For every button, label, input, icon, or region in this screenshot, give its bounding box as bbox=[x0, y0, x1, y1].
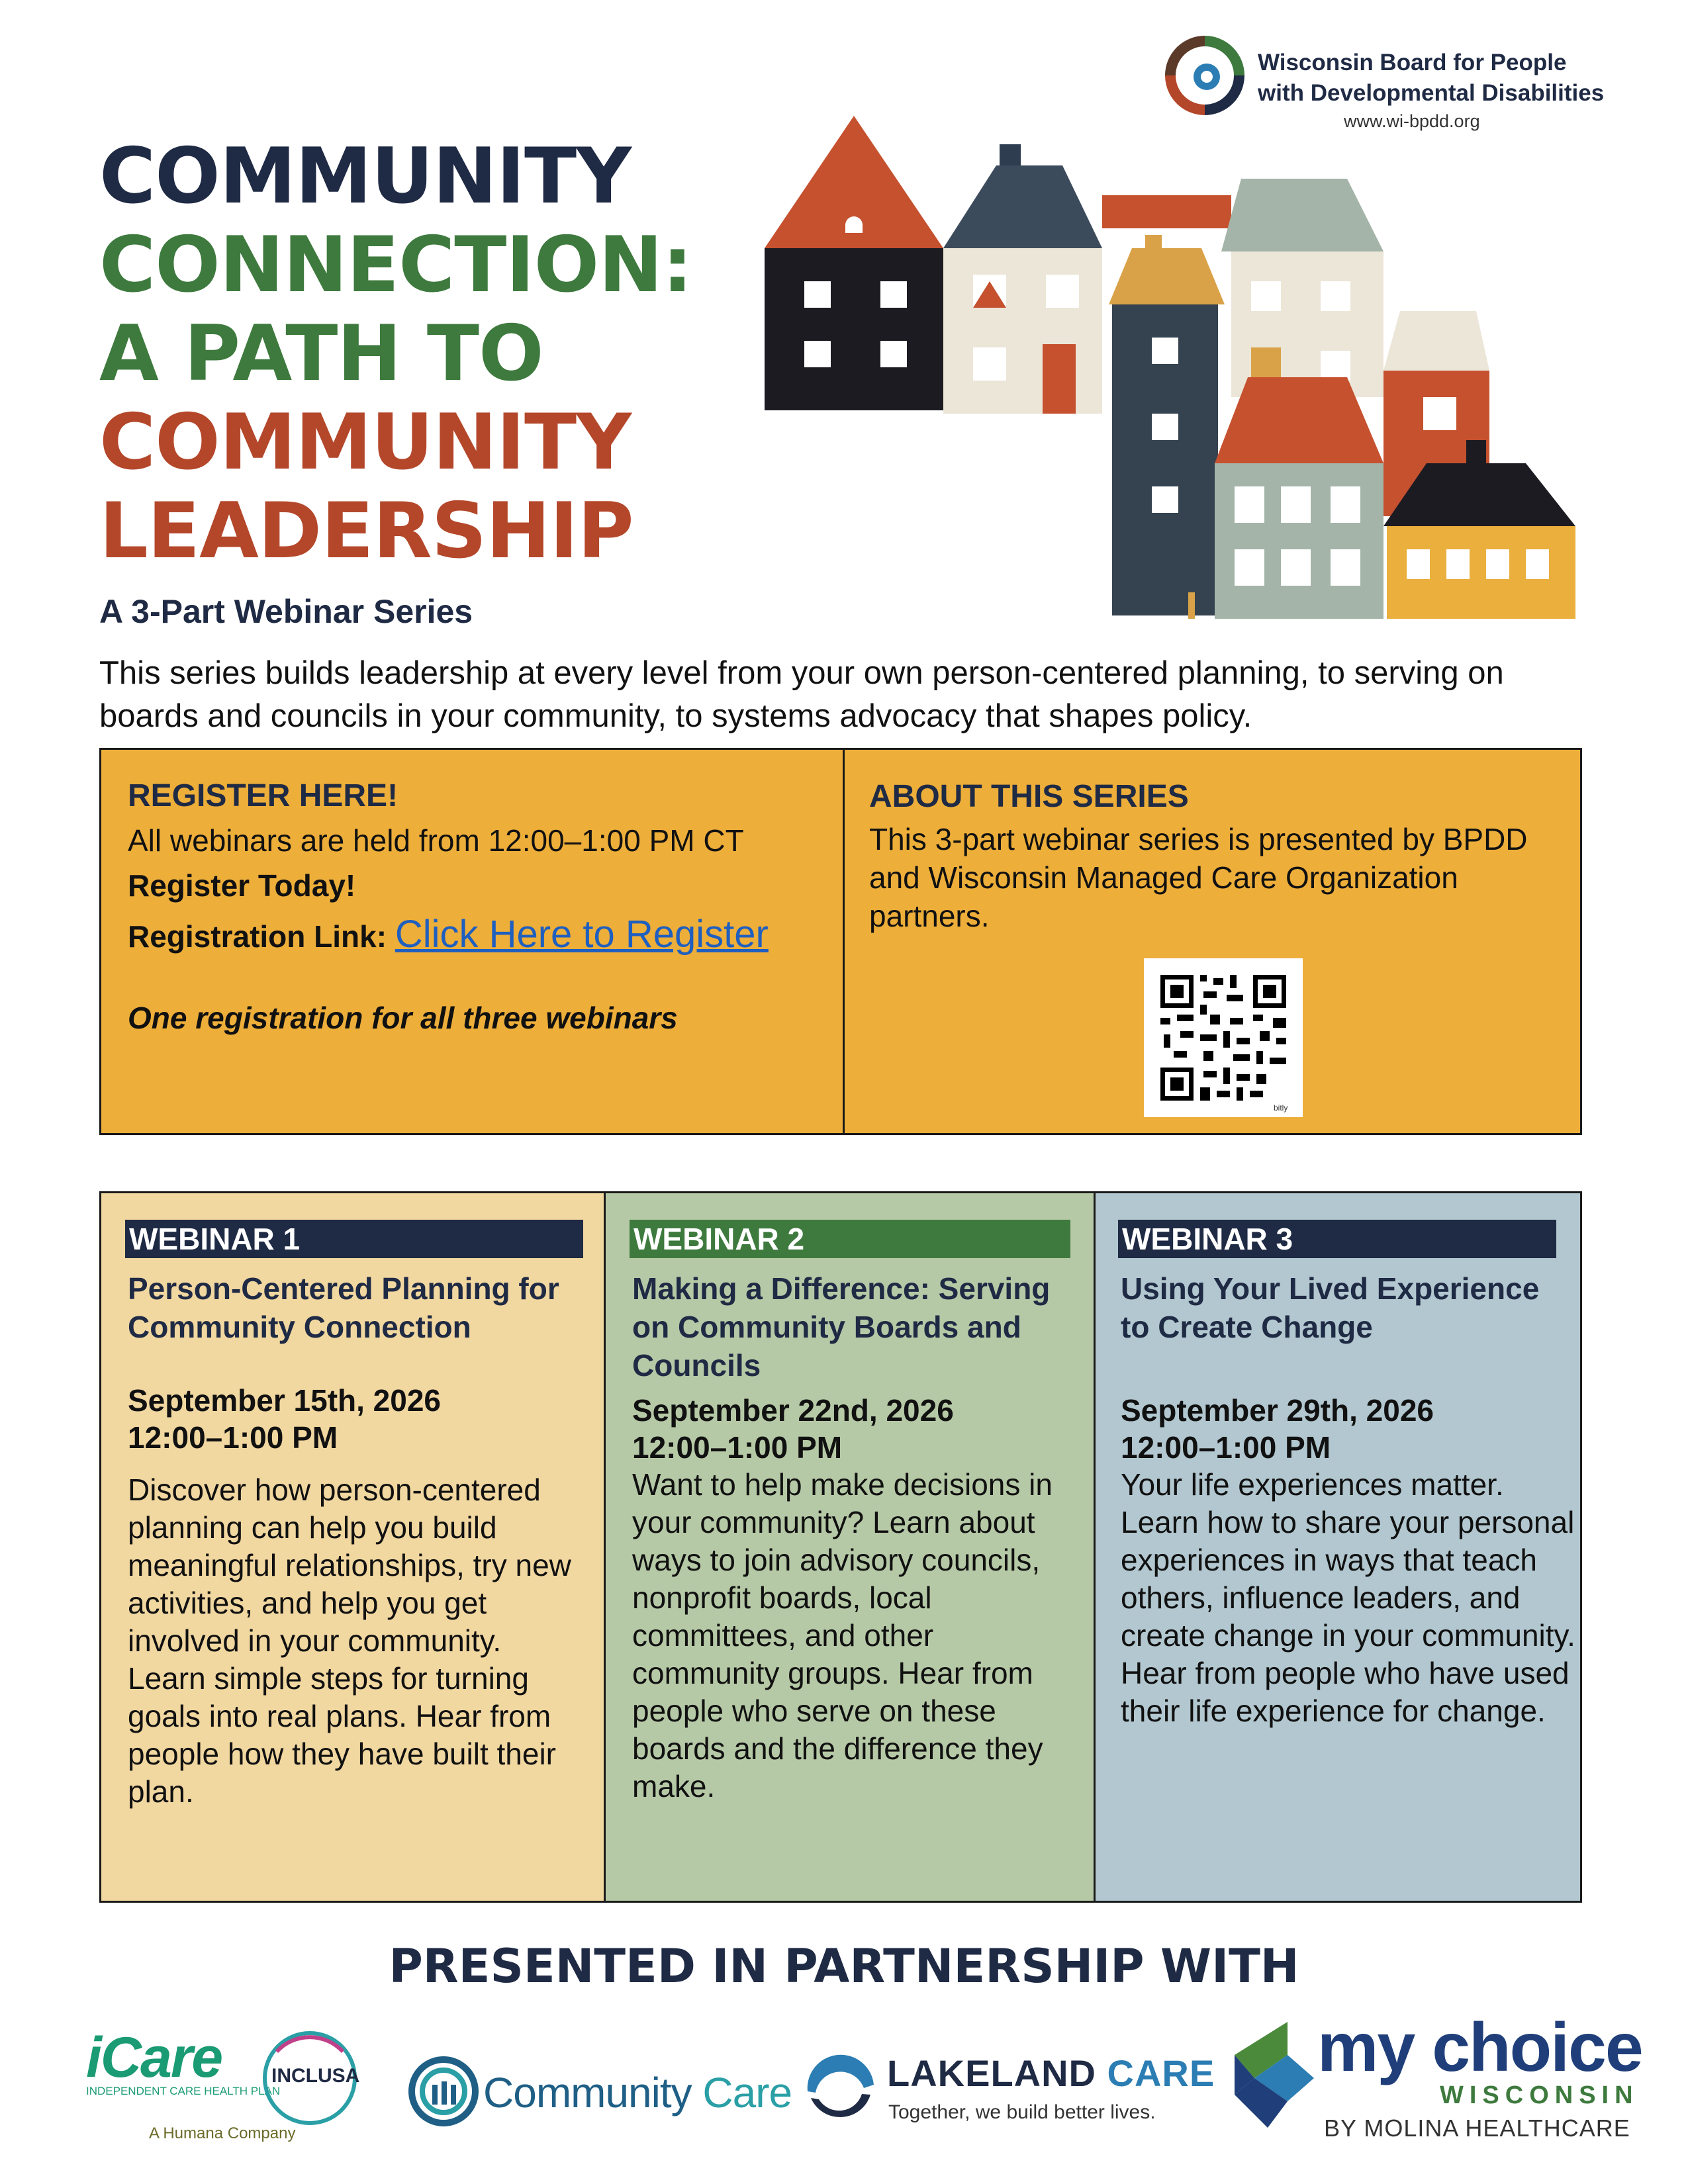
webinar-card-2 bbox=[606, 1193, 1096, 1901]
webinar-date: September 15th, 2026 12:00–1:00 PM bbox=[128, 1383, 442, 1455]
intro-text: This series builds leadership at every level from your own person-centered planning, to serving on boards and councils in your community, to systems advocacy that shapes policy. bbox=[99, 655, 1504, 734]
webinar-card-3 bbox=[1096, 1193, 1580, 1901]
webinar-title: Person-Centered Planning for Community Connection bbox=[128, 1271, 559, 1344]
webinar-badge: WEBINAR 3 bbox=[1118, 1220, 1556, 1258]
community-care-logo-icon bbox=[407, 2055, 480, 2128]
org-url[interactable]: www.wi-bpdd.org bbox=[1344, 111, 1480, 131]
divider bbox=[843, 750, 845, 1133]
my-choice-state: WISCONSIN bbox=[1440, 2081, 1639, 2109]
register-box bbox=[99, 748, 1582, 1135]
my-choice-logo-icon bbox=[1228, 2015, 1321, 2141]
page-title: COMMUNITY CONNECTION: A PATH TO COMMUNITY LEADERSHIP bbox=[99, 132, 692, 576]
icare-subtitle: INDEPENDENT CARE HEALTH PLAN bbox=[86, 2085, 281, 2097]
subtitle: A 3-Part Webinar Series bbox=[99, 593, 473, 630]
webinar-badge: WEBINAR 1 bbox=[125, 1220, 583, 1258]
lakeland-care-logo-icon bbox=[801, 2052, 880, 2124]
my-choice-logo: my choice bbox=[1317, 2009, 1642, 2086]
community-care-logo: Community Care bbox=[483, 2069, 792, 2116]
icare-tagline: A Humana Company bbox=[149, 2124, 296, 2142]
about-section bbox=[869, 778, 1531, 935]
time-note: All webinars are held from 12:00–1:00 PM CT bbox=[128, 823, 744, 858]
bpdd-logo-icon bbox=[1162, 33, 1248, 126]
partners-heading: PRESENTED IN PARTNERSHIP WITH bbox=[389, 1939, 1299, 1993]
register-section bbox=[128, 778, 829, 1036]
my-choice-tagline: BY MOLINA HEALTHCARE bbox=[1324, 2115, 1630, 2142]
register-link[interactable]: Click Here to Register bbox=[395, 913, 769, 956]
registration-link-label: Registration Link: bbox=[128, 919, 387, 954]
one-registration-note: One registration for all three webinars bbox=[128, 1001, 678, 1035]
register-today: Register Today! bbox=[128, 868, 356, 903]
register-heading: REGISTER HERE! bbox=[128, 778, 399, 813]
webinar-title: Using Your Lived Experience to Create Change bbox=[1121, 1271, 1540, 1344]
houses-illustration bbox=[765, 113, 1575, 622]
about-heading: ABOUT THIS SERIES bbox=[869, 779, 1189, 814]
webinar-description: Want to help make decisions in your community? Learn about ways to join advisory councils, nonprofit boards, local committees, and other community groups. Hear from people who serve on these boards and the difference they make. bbox=[632, 1467, 1053, 1803]
webinar-date: September 22nd, 2026 12:00–1:00 PM bbox=[632, 1393, 954, 1465]
webinar-card-1 bbox=[101, 1193, 606, 1901]
icare-logo: iCare bbox=[86, 2026, 222, 2089]
qr-caption: bitly bbox=[1274, 1103, 1288, 1113]
org-name: Wisconsin Board for People with Developmental Disabilities bbox=[1258, 50, 1605, 106]
webinar-grid bbox=[99, 1191, 1582, 1903]
lakeland-care-logo: LAKELAND CARE bbox=[887, 2052, 1215, 2094]
about-text: This 3-part webinar series is presented by BPDD and Wisconsin Managed Care Organization partners. bbox=[869, 822, 1528, 933]
webinar-badge: WEBINAR 2 bbox=[630, 1220, 1070, 1258]
webinar-description: Your life experiences matter. Learn how to share your personal experiences in ways that teach others, influence leaders, and create change in your community. Hear from people who have used their life experience for change. bbox=[1121, 1467, 1575, 1728]
webinar-title: Making a Difference: Serving on Community Boards and Councils bbox=[632, 1271, 1051, 1383]
webinar-description: Discover how person-centered planning can help you build meaningful relationships, try new activities, and help you get involved in your community. Learn simple steps for turning goals into real plans. Hear from people how they have built their plan. bbox=[128, 1473, 571, 1809]
lakeland-tagline: Together, we build better lives. bbox=[888, 2101, 1156, 2123]
qr-code-icon[interactable] bbox=[1144, 958, 1303, 1117]
inclusa-logo: INCLUSA bbox=[271, 2065, 360, 2087]
webinar-date: September 29th, 2026 12:00–1:00 PM bbox=[1121, 1393, 1434, 1465]
